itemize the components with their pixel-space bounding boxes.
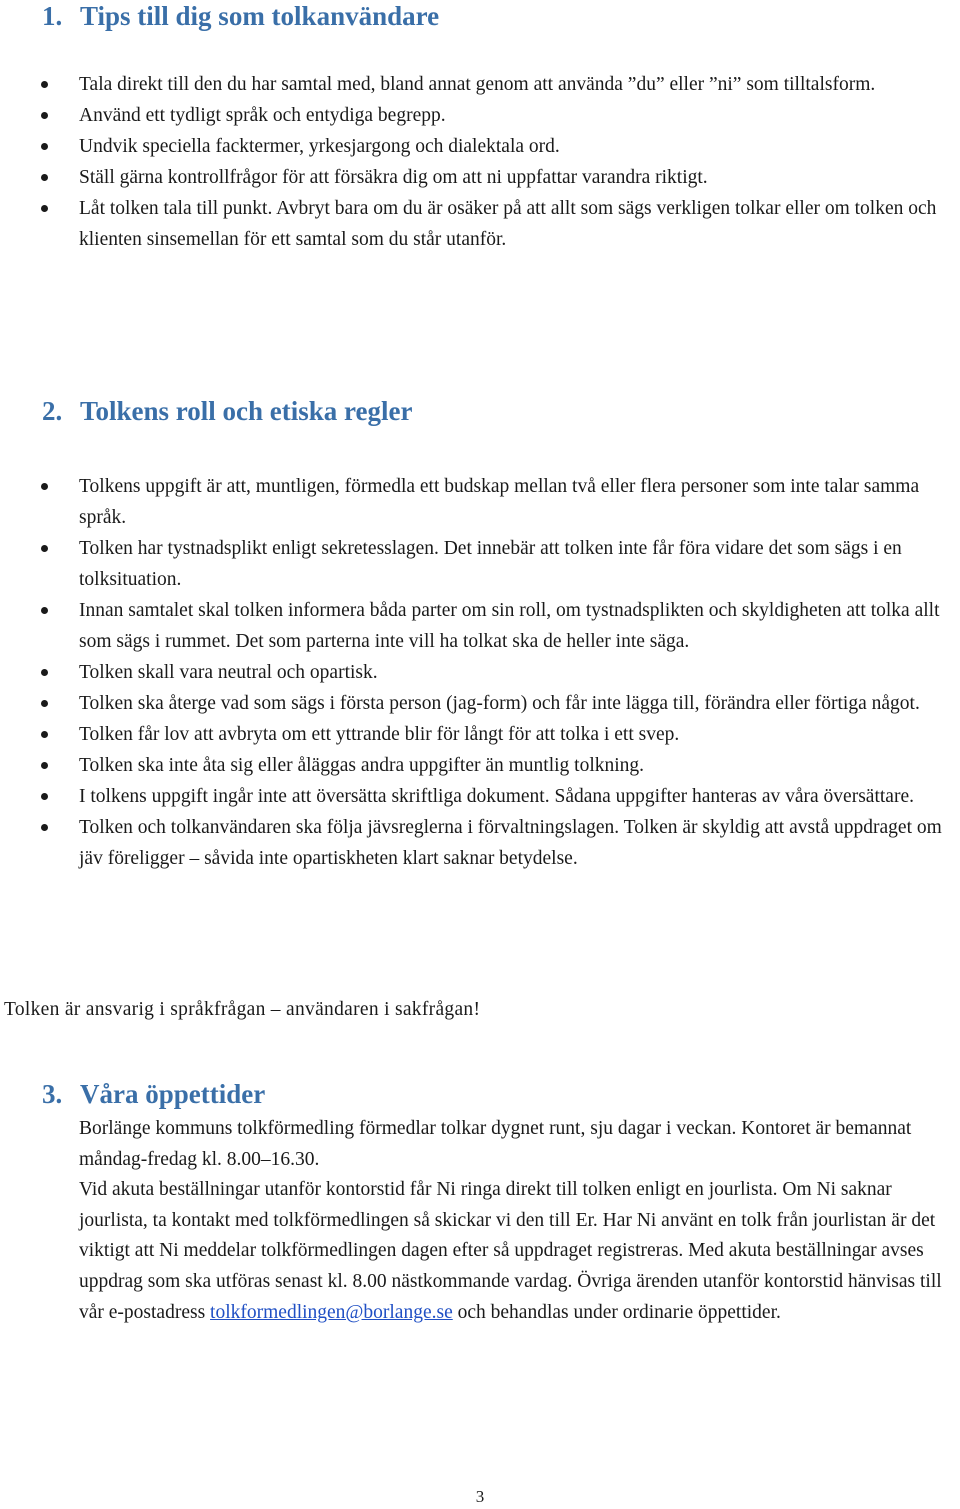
bullet-icon bbox=[41, 731, 48, 738]
bullet-icon bbox=[41, 545, 48, 552]
bullet-icon bbox=[41, 174, 48, 181]
list-item: Innan samtalet skal tolken informera båda parter om sin roll, om tystnadsplikten och skyldigheten att tolka allt som sägs i rummet. Det som parterna inte vill ha tolkat ska de heller inte säga. bbox=[0, 595, 960, 657]
section-1-title: Tips till dig som tolkanvändare bbox=[80, 1, 440, 31]
bullet-icon bbox=[41, 205, 48, 212]
bullet-icon bbox=[41, 669, 48, 676]
section-2-number: 2. bbox=[42, 396, 63, 426]
list-item: Ställ gärna kontrollfrågor för att försäkra dig om att ni uppfattar varandra riktigt. bbox=[0, 162, 960, 193]
list-item: Tolken ska återge vad som sägs i första person (jag-form) och får inte lägga till, förändra eller förtiga något. bbox=[0, 688, 960, 719]
list-item: Tolkens uppgift är att, muntligen, förmedla ett budskap mellan två eller flera personer som inte talar samma språk. bbox=[0, 471, 960, 533]
section-1-heading bbox=[42, 0, 439, 32]
page-number: 3 bbox=[475, 1487, 485, 1506]
list-item: Tolken och tolkanvändaren ska följa jävsreglerna i förvaltningslagen. Tolken är skyldig att avstå uppdraget om jäv föreligger – såvida inte opartiskheten klart saknar betydelse. bbox=[0, 812, 960, 874]
bullet-icon bbox=[41, 824, 48, 831]
section-1-number: 1. bbox=[42, 1, 63, 31]
bullet-icon bbox=[41, 143, 48, 150]
bullet-icon bbox=[41, 793, 48, 800]
section-2-title: Tolkens roll och etiska regler bbox=[80, 396, 413, 426]
list-item: I tolkens uppgift ingår inte att översätta skriftliga dokument. Sådana uppgifter hanteras av våra översättare. bbox=[0, 781, 960, 812]
list-item: Använd ett tydligt språk och entydiga begrepp. bbox=[0, 100, 960, 131]
bullet-icon bbox=[41, 762, 48, 769]
section-3-title: Våra öppettider bbox=[80, 1079, 266, 1109]
bullet-icon bbox=[41, 607, 48, 614]
list-item: Tolken har tystnadsplikt enligt sekretesslagen. Det innebär att tolken inte får föra vidare det som sägs i en tolksituation. bbox=[0, 533, 960, 595]
list-item: Tolken ska inte åta sig eller åläggas andra uppgifter än muntlig tolkning. bbox=[0, 750, 960, 781]
opening-hours-text bbox=[79, 1114, 957, 1328]
section-1-bullet-list bbox=[0, 69, 960, 255]
list-item: Låt tolken tala till punkt. Avbryt bara om du är osäker på att allt som sägs verkligen tolkar eller om tolken och klienten sinsemellan för ett samtal som du står utanför. bbox=[0, 193, 960, 255]
list-item: Tala direkt till den du har samtal med, bland annat genom att använda ”du” eller ”ni” som tilltalsform. bbox=[0, 69, 960, 100]
responsibility-tagline: Tolken är ansvarig i språkfrågan – användaren i sakfrågan! bbox=[4, 999, 481, 1020]
section-3-heading bbox=[42, 1078, 265, 1110]
list-item: Undvik speciella facktermer, yrkesjargong och dialektala ord. bbox=[0, 131, 960, 162]
bullet-icon bbox=[41, 483, 48, 490]
section-3-number: 3. bbox=[42, 1079, 63, 1109]
opening-hours-paragraph: Borlänge kommuns tolkförmedling förmedlar tolkar dygnet runt, sju dagar i veckan. Kontoret är bemannat måndag-fredag kl. 8.00–16.30. bbox=[79, 1118, 912, 1170]
section-2-heading bbox=[42, 395, 413, 427]
bullet-icon bbox=[41, 81, 48, 88]
email-link[interactable]: tolkformedlingen@borlange.se bbox=[210, 1301, 453, 1323]
bullet-icon bbox=[41, 700, 48, 707]
list-item: Tolken skall vara neutral och opartisk. bbox=[0, 657, 960, 688]
section-2-bullet-list bbox=[0, 471, 960, 874]
bullet-icon bbox=[41, 112, 48, 119]
list-item: Tolken får lov att avbryta om ett yttrande blir för långt för att tolka i ett svep. bbox=[0, 719, 960, 750]
after-hours-paragraph: Vid akuta beställningar utanför kontorstid får Ni ringa direkt till tolken enligt en jourlista. Om Ni saknar jourlista, ta kontakt med tolkförmedlingen så skickar vi den till Er. Har Ni använt en tolk från jourlistan är det viktigt att Ni meddelar tolkförmedlingen dagen efter så uppdraget registreras. Med akuta beställningar avses uppdrag som ska utföras senast kl. 8.00 nästkommande vardag. Övriga ärenden utanför kontorstid hänvisas till vår e-postadress tolkformedlingen@borlange.se och behandlas under ordinarie öppettider. bbox=[79, 1179, 942, 1323]
